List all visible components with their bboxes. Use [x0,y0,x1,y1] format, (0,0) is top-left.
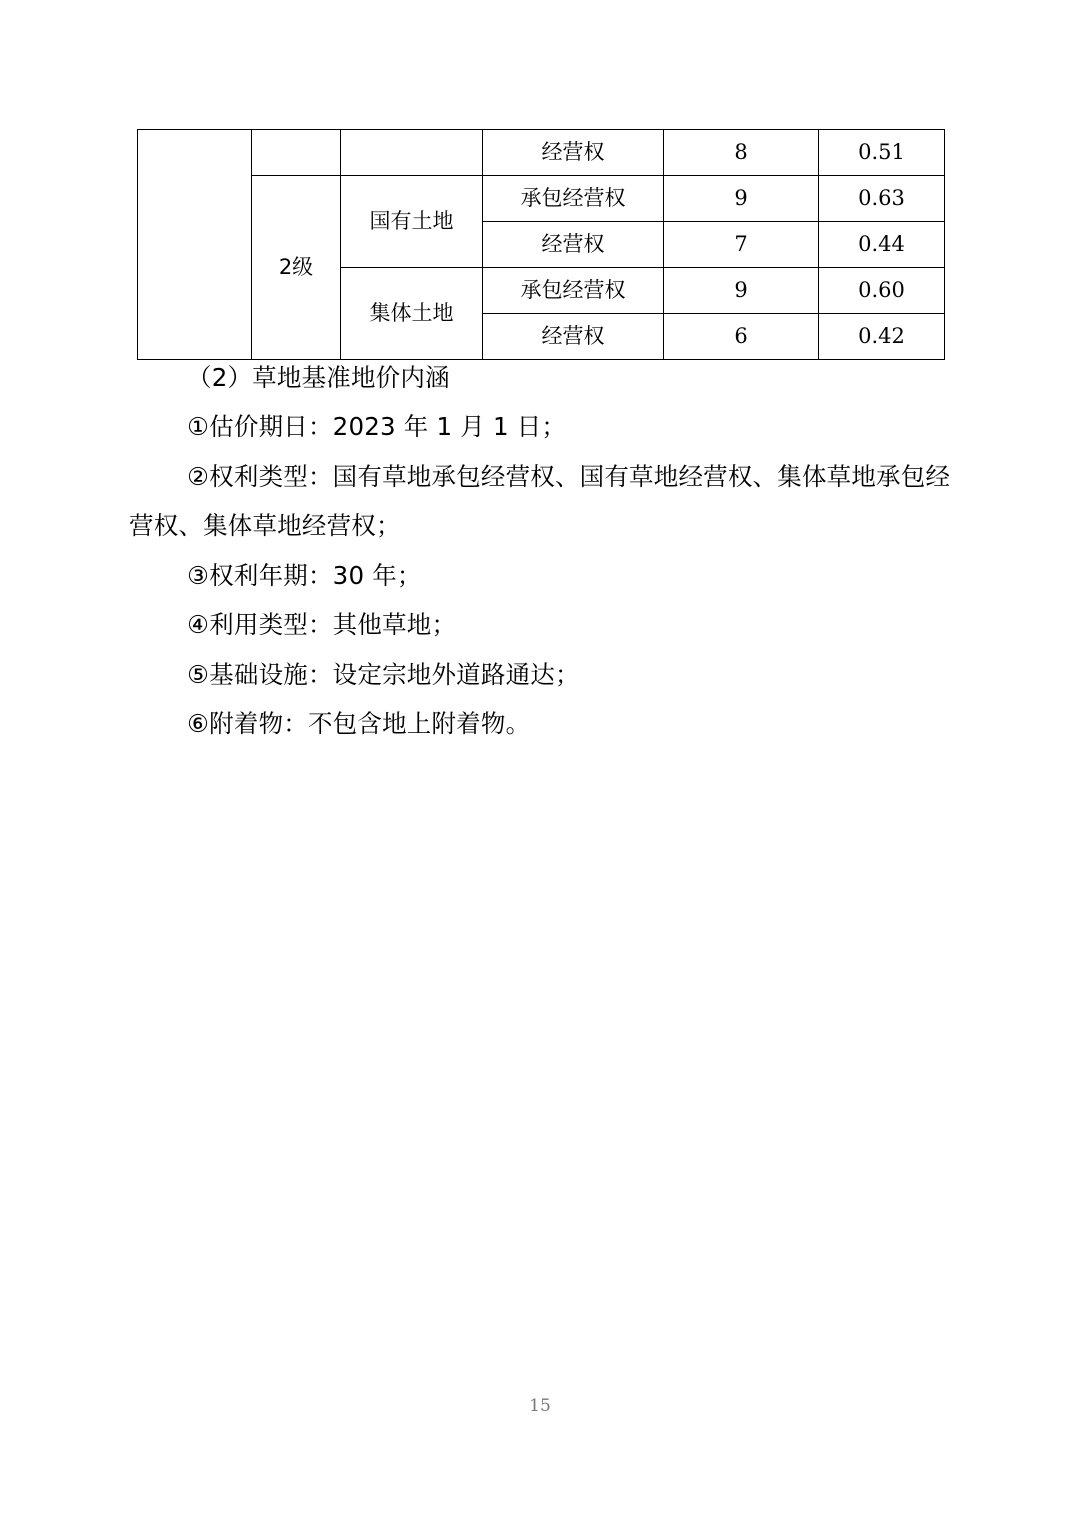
section-heading: （2）草地基准地价内涵 [187,363,450,392]
value-b-cell: 0.42 [819,314,945,360]
value-b-cell: 0.51 [819,130,945,176]
level-cell: 2级 [252,176,341,360]
table-row [138,130,945,176]
value-a-cell: 9 [664,268,819,314]
page-number: 15 [529,1396,551,1416]
value-a-cell: 9 [664,176,819,222]
right-type-cell: 经营权 [483,130,664,176]
right-type-cell: 承包经营权 [483,268,664,314]
value-a-cell: 7 [664,222,819,268]
value-b-cell: 0.44 [819,222,945,268]
table-cell-empty [138,130,252,360]
benchmark-price-table [137,129,945,360]
right-type-cell: 承包经营权 [483,176,664,222]
value-b-cell: 0.63 [819,176,945,222]
right-type-cell: 经营权 [483,222,664,268]
value-a-cell: 6 [664,314,819,360]
right-term-item: ③权利年期：30 年； [187,561,422,590]
land-type-cell: 集体土地 [341,268,483,360]
value-a-cell: 8 [664,130,819,176]
land-type-cell: 国有土地 [341,176,483,268]
right-type-item-continued: 营权、集体草地经营权； [129,511,401,540]
table-row [138,176,945,222]
right-type-item: ②权利类型：国有草地承包经营权、国有草地经营权、集体草地承包经 [187,462,951,491]
value-b-cell: 0.60 [819,268,945,314]
right-type-cell: 经营权 [483,314,664,360]
infrastructure-item: ⑤基础设施：设定宗地外道路通达； [187,660,580,689]
attachments-item: ⑥附着物：不包含地上附着物。 [187,709,531,738]
table-cell-empty [341,130,483,176]
valuation-date-item: ①估价期日：2023 年 1 月 1 日； [187,412,567,441]
table-cell-empty [252,130,341,176]
land-use-item: ④利用类型：其他草地； [187,610,457,639]
